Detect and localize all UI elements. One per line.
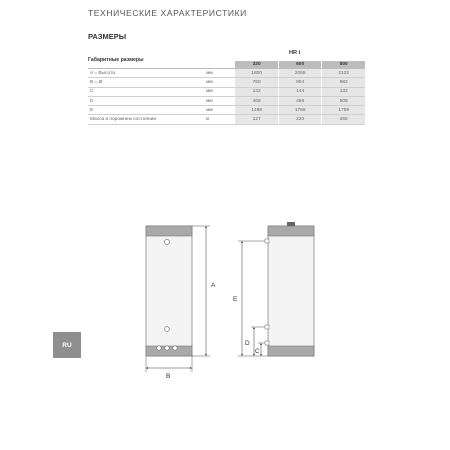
language-tab [53, 332, 81, 358]
column-header: 800 [322, 61, 365, 69]
row-value: 1759 [322, 106, 365, 115]
row-value: 132 [322, 87, 365, 96]
page-header: ТЕХНИЧЕСКИЕ ХАРАКТЕРИСТИКИ [88, 8, 247, 18]
row-param: A = Высота [88, 69, 204, 78]
column-header: 600 [278, 61, 322, 69]
row-param: C [88, 87, 204, 96]
side-nozzle-icon [265, 341, 269, 345]
row-value: 982 [322, 78, 365, 87]
side-bottom-band [268, 346, 314, 356]
row-value: 2122 [322, 69, 365, 78]
e-label: E [233, 296, 238, 303]
side-nozzle-icon [265, 239, 269, 243]
front-top-band [146, 226, 192, 236]
row-param: Масса в порожнем состоянии [88, 115, 204, 124]
table-group-label: Габаритные размеры [88, 57, 144, 63]
row-value: 142 [235, 87, 279, 96]
row-value: 144 [278, 87, 322, 96]
row-unit: мм [204, 96, 235, 105]
side-tank-body [268, 226, 314, 356]
column-header: 320 [235, 61, 279, 69]
row-value: 1498 [235, 106, 279, 115]
row-value: 220 [278, 115, 322, 124]
row-value: 1786 [278, 106, 322, 115]
side-nozzle-icon [265, 325, 269, 329]
front-view [146, 226, 216, 380]
section-title: РАЗМЕРЫ [88, 32, 127, 41]
front-tank-body [146, 226, 192, 356]
bottom-connection-icon [157, 346, 161, 350]
bottom-connection-icon [165, 346, 169, 350]
row-value: 2095 [278, 69, 322, 78]
row-unit: мм [204, 69, 235, 78]
bottom-connection-icon [173, 346, 177, 350]
row-unit: мм [204, 87, 235, 96]
row-value: 1800 [235, 69, 279, 78]
model-label: HR i [289, 50, 301, 56]
height-label: A [211, 282, 216, 289]
row-param: E [88, 106, 204, 115]
language-tab-label: RU [62, 341, 72, 349]
row-value: 904 [278, 78, 322, 87]
row-value: 509 [322, 96, 365, 105]
top-connection-icon [164, 239, 169, 244]
row-unit: кг [204, 115, 235, 124]
row-unit: мм [204, 106, 235, 115]
row-value: 265 [322, 115, 365, 124]
c-label: C [255, 349, 260, 355]
row-param: D [88, 96, 204, 105]
row-value: 458 [278, 96, 322, 105]
row-value: 468 [235, 96, 279, 105]
top-fitting [287, 222, 295, 226]
d-label: D [245, 340, 250, 347]
row-value: 127 [235, 115, 279, 124]
row-value: 760 [235, 78, 279, 87]
row-param: B = Ø [88, 78, 204, 87]
mid-connection-icon [165, 327, 170, 332]
width-label: B [166, 373, 171, 380]
side-top-band [268, 226, 314, 236]
row-unit: мм [204, 78, 235, 87]
side-view [233, 222, 314, 356]
